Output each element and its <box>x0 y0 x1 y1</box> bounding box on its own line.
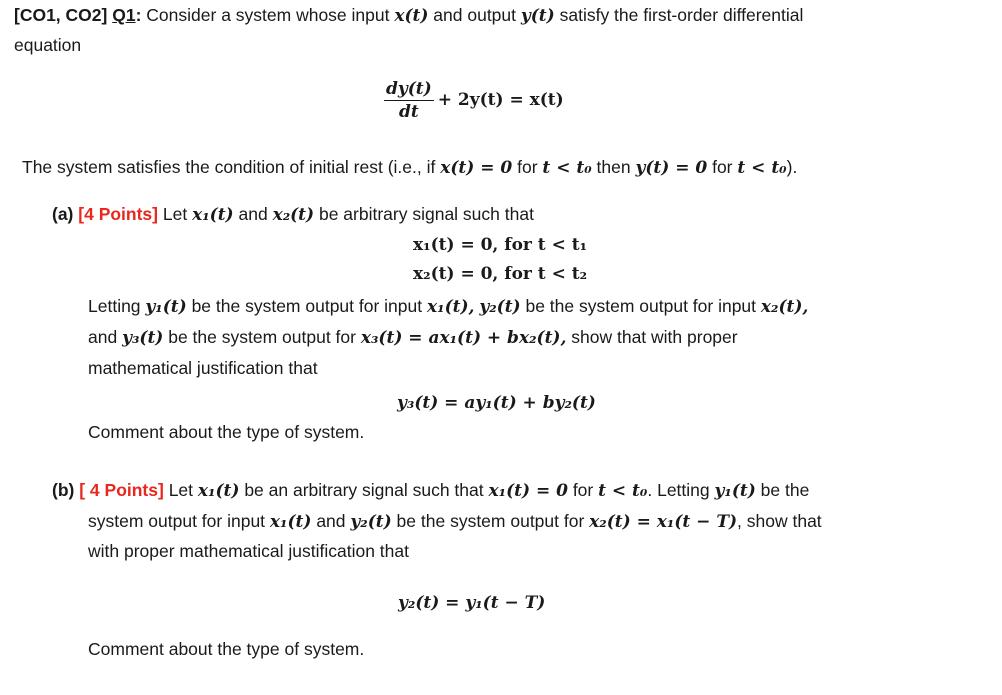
equation-rhs: + 2y(t) = x(t) <box>437 90 564 111</box>
part-a-header: (a) [4 Points] Let x₁(t) and x₂(t) be arbitrary signal such that <box>52 204 534 225</box>
part-b-line3: with proper mathematical justification that <box>88 541 409 561</box>
question-number: Q1 <box>112 5 136 25</box>
part-b-label: (b) <box>52 480 75 500</box>
condition-x2: x₂(t) = 0, for t < t₂ <box>413 264 588 284</box>
initial-rest-statement: The system satisfies the condition of initial rest (i.e., if x(t) = 0 for t < t₀ then y(t) = 0 for t < t₀). <box>22 157 798 178</box>
intro-continuation: equation <box>14 35 82 55</box>
derivative-fraction: $\frac{dy(t)}{dt}$ <box>386 79 432 122</box>
part-b-line2: system output for input x₁(t) and y₂(t) be the system output for x₂(t) = x₁(t − T), show that <box>88 511 822 532</box>
part-a-points: [4 Points] <box>78 204 158 224</box>
part-b-result: y₂(t) = y₁(t − T) <box>398 593 546 613</box>
part-a-line1: Letting y₁(t) be the system output for input x₁(t), y₂(t) be the system output for input x₂(t), <box>88 296 809 317</box>
part-a-comment: Comment about the type of system. <box>88 422 365 442</box>
course-outcome-tag: [CO1, CO2] <box>14 5 108 25</box>
differential-equation <box>384 78 564 123</box>
part-b-comment: Comment about the type of system. <box>88 639 365 659</box>
part-a-label: (a) <box>52 204 74 224</box>
question-header: [CO1, CO2] Q1: Consider a system whose input x(t) and output y(t) satisfy the first-order differential <box>14 5 804 26</box>
part-b-points: [ 4 Points] <box>79 480 164 500</box>
part-b-line1: (b) [ 4 Points] Let x₁(t) be an arbitrary signal such that x₁(t) = 0 for t < t₀. Letting y₁(t) be the <box>52 480 810 501</box>
condition-x1: x₁(t) = 0, for t < t₁ <box>413 235 588 255</box>
intro-text: Consider a system whose input <box>146 5 390 25</box>
part-a-line3: mathematical justification that <box>88 358 318 378</box>
part-a-result: y₃(t) = ay₁(t) + by₂(t) <box>397 393 596 413</box>
part-a-line2: and y₃(t) be the system output for x₃(t) = ax₁(t) + bx₂(t), show that with proper <box>88 327 738 348</box>
